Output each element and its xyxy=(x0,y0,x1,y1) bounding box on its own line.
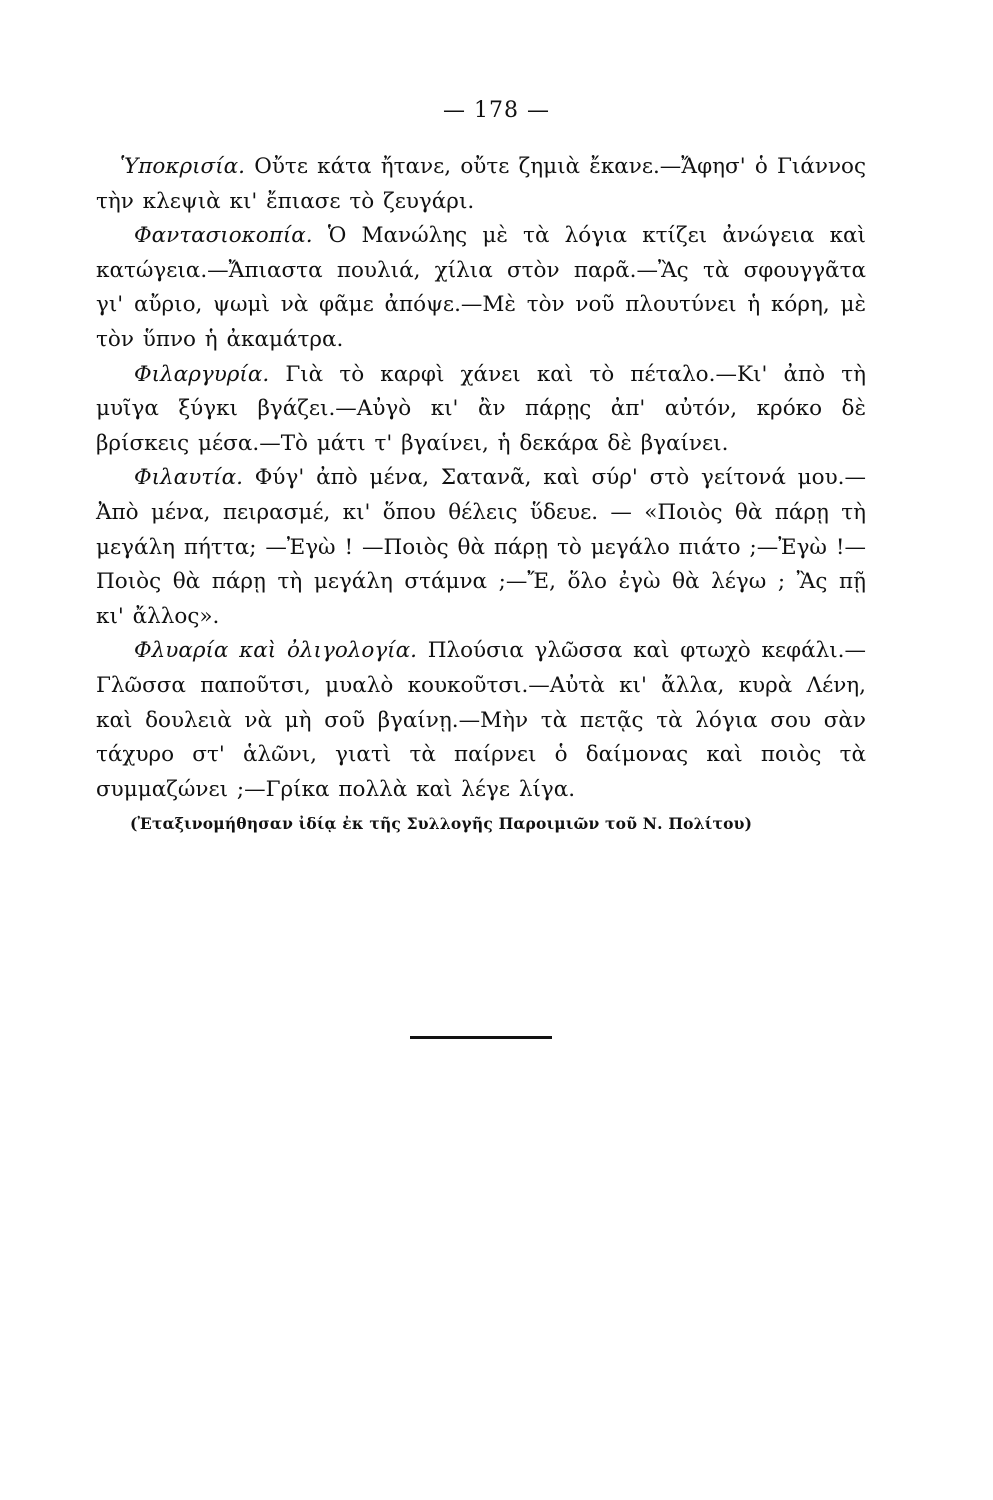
paragraph-flyaria xyxy=(96,634,866,807)
paragraph-text: Φύγ' ἀπὸ μένα, Σατανᾶ, καὶ σύρ' στὸ γείτονά μου.—Ἀπὸ μένα, πειρασμέ, κι' ὅπου θέλεις ὕδευε. — «Ποιὸς θὰ πάρῃ τὴ μεγάλη πήττα; —Ἐγὼ ! —Ποιὸς θὰ πάρῃ τὸ μεγάλο πιάτο ;—Ἐγὼ !—Ποιὸς θὰ πάρῃ τὴ μεγάλη στάμνα ;—Ἔ, ὅλο ἐγὼ θὰ λέγω ; Ἂς πῇ κι' ἄλλος». xyxy=(96,465,866,629)
term-label: Φλυαρία καὶ ὀλιγολογία. xyxy=(134,638,417,664)
term-label: Φιλαργυρία. xyxy=(134,361,270,387)
paragraph-fantasiokopia xyxy=(96,219,866,357)
page-number: — 178 — xyxy=(443,98,550,123)
term-label: Φαντασιοκοπία. xyxy=(134,223,313,249)
paragraph-filargyria xyxy=(96,358,866,462)
paragraph-text: Πλούσια γλῶσσα καὶ φτωχὸ κεφάλι.—Γλῶσσα παποῦτσι, μυαλὸ κουκοῦτσι.—Αὐτὰ κι' ἄλλα, κυρὰ Λένη, καὶ δουλειὰ νὰ μὴ σοῦ βγαίνῃ.—Μὴν τὰ πετᾷς τὰ λόγια σου σὰν τάχυρο στ' ἁλῶνι, γιατὶ τὰ παίρνει ὁ δαίμονας καὶ ποιὸς τὰ συμμαζώνει ;—Γρίκα πολλὰ καὶ λέγε λίγα. xyxy=(96,638,866,802)
paragraph-hypokrisia xyxy=(96,150,866,219)
paragraph-text: Ὁ Μανώλης μὲ τὰ λόγια κτίζει ἀνώγεια καὶ κατώγεια.—Ἄπιαστα πουλιά, χίλια στὸν παρᾶ.—Ἂς τὰ σφουγγᾶτα γι' αὔριο, ψωμὶ νὰ φᾶμε ἀπόψε.—Μὲ τὸν νοῦ πλουτύνει ἡ κόρη, μὲ τὸν ὕπνο ἡ ἀκαμάτρα. xyxy=(96,223,866,352)
paragraph-text: Γιὰ τὸ καρφὶ χάνει καὶ τὸ πέταλο.—Κι' ἀπὸ τὴ μυῖγα ξύγκι βγάζει.—Αὐγὸ κι' ἂν πάρῃς ἀπ' αὐτόν, κρόκο δὲ βρίσκεις μέσα.—Τὸ μάτι τ' βγαίνει, ἡ δεκάρα δὲ βγαίνει. xyxy=(96,361,866,456)
term-label: Φιλαυτία. xyxy=(134,465,243,491)
source-note: (Ἐταξινομήθησαν ἰδίᾳ ἐκ τῆς Συλλογῆς Παροιμιῶν τοῦ Ν. Πολίτου) xyxy=(130,814,753,833)
paragraph-filautia xyxy=(96,461,866,634)
paragraph-text: Οὔτε κάτα ἤτανε, οὔτε ζημιὰ ἔκανε.—Ἄφησ' ὁ Γιάννος τὴν κλεψιὰ κι' ἔπιασε τὸ ζευγάρι. xyxy=(96,154,866,214)
closing-rule xyxy=(410,1036,552,1039)
proverb-text-block xyxy=(96,150,866,807)
term-label: Ὑποκρισία. xyxy=(120,154,245,179)
